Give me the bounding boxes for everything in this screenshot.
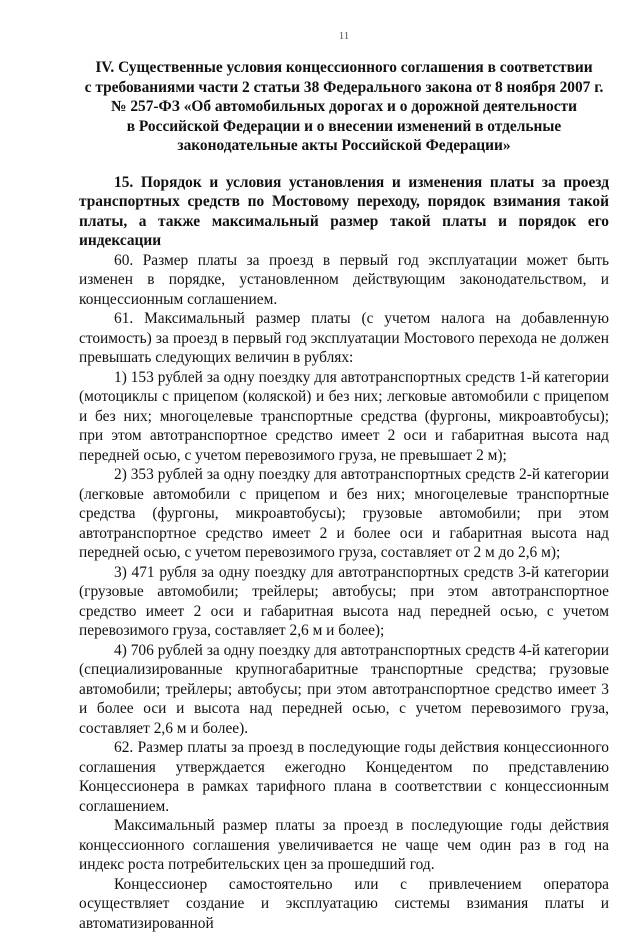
paragraph-62: 62. Размер платы за проезд в последующие годы действия концессионного соглашения утверждается ежегодно Концедентом по представлению Концессионера в рамках тарифного плана в соответствии с концессионным соглашением. xyxy=(79,738,609,816)
section-title-line: с требованиями части 2 статьи 38 Федерального закона от 8 ноября 2007 г. xyxy=(79,78,609,98)
paragraph-60: 60. Размер платы за проезд в первый год эксплуатации может быть изменен в порядке, установленном действующим законодательством, и концессионным соглашением. xyxy=(79,251,609,310)
paragraph-indexation: Максимальный размер платы за проезд в последующие годы действия концессионного соглашения увеличивается не чаще чем один раз в год на индекс роста потребительских цен за прошедший год. xyxy=(79,816,609,875)
paragraph-operator: Концессионер самостоятельно или с привлечением оператора осуществляет создание и эксплуатацию системы взимания платы и автоматизированной xyxy=(79,875,609,933)
section-title-line: в Российской Федерации и о внесении изменений в отдельные xyxy=(79,117,609,137)
section-title-line: № 257-ФЗ «Об автомобильных дорогах и о дорожной деятельности xyxy=(79,97,609,117)
list-item-category-2: 2) 353 рублей за одну поездку для автотранспортных средств 2-й категории (легковые автомобили с прицепом и без них; многоцелевые транспортные средства (фургоны, микроавтобусы); грузовые автомобили; при этом автотранспортное средство имеет 2 и более оси и габаритная высота над передней осью, с учетом перевозимого груза, составляет от 2 м до 2,6 м); xyxy=(79,465,609,563)
subsection-title: 15. Порядок и условия установления и изменения платы за проезд транспортных средств по Мостовому переходу, порядок взимания такой платы, а также максимальный размер такой платы и порядок его индексации xyxy=(79,173,609,251)
list-item-category-3: 3) 471 рубля за одну поездку для автотранспортных средств 3-й категории (грузовые автомобили; трейлеры; автобусы; при этом автотранспортное средство имеет 2 оси и габаритная высота над передней осью, с учетом перевозимого груза, составляет 2,6 м и более); xyxy=(79,563,609,641)
list-item-category-1: 1) 153 рублей за одну поездку для автотранспортных средств 1-й категории (мотоциклы с прицепом (коляской) и без них; легковые автомобили с прицепом и без них; многоцелевые транспортные средства (фургоны, микроавтобусы); при этом автотранспортное средство имеет 2 оси и габаритная высота над передней осью, с учетом перевозимого груза, не превышает 2 м); xyxy=(79,368,609,466)
section-title-line: законодательные акты Российской Федерации» xyxy=(79,136,609,156)
section-title xyxy=(79,58,609,156)
document-page xyxy=(79,30,609,933)
page-number: 11 xyxy=(79,30,609,46)
section-title-line: IV. Существенные условия концессионного соглашения в соответствии xyxy=(79,58,609,78)
list-item-category-4: 4) 706 рублей за одну поездку для автотранспортных средств 4-й категории (специализированные крупногабаритные транспортные средства; грузовые автомобили; трейлеры; автобусы; при этом автотранспортное средство имеет 3 и более оси и высота над передней осью, с учетом перевозимого груза, составляет 2,6 м и более). xyxy=(79,641,609,739)
paragraph-61: 61. Максимальный размер платы (с учетом налога на добавленную стоимость) за проезд в первый год эксплуатации Мостового перехода не должен превышать следующих величин в рублях: xyxy=(79,309,609,368)
